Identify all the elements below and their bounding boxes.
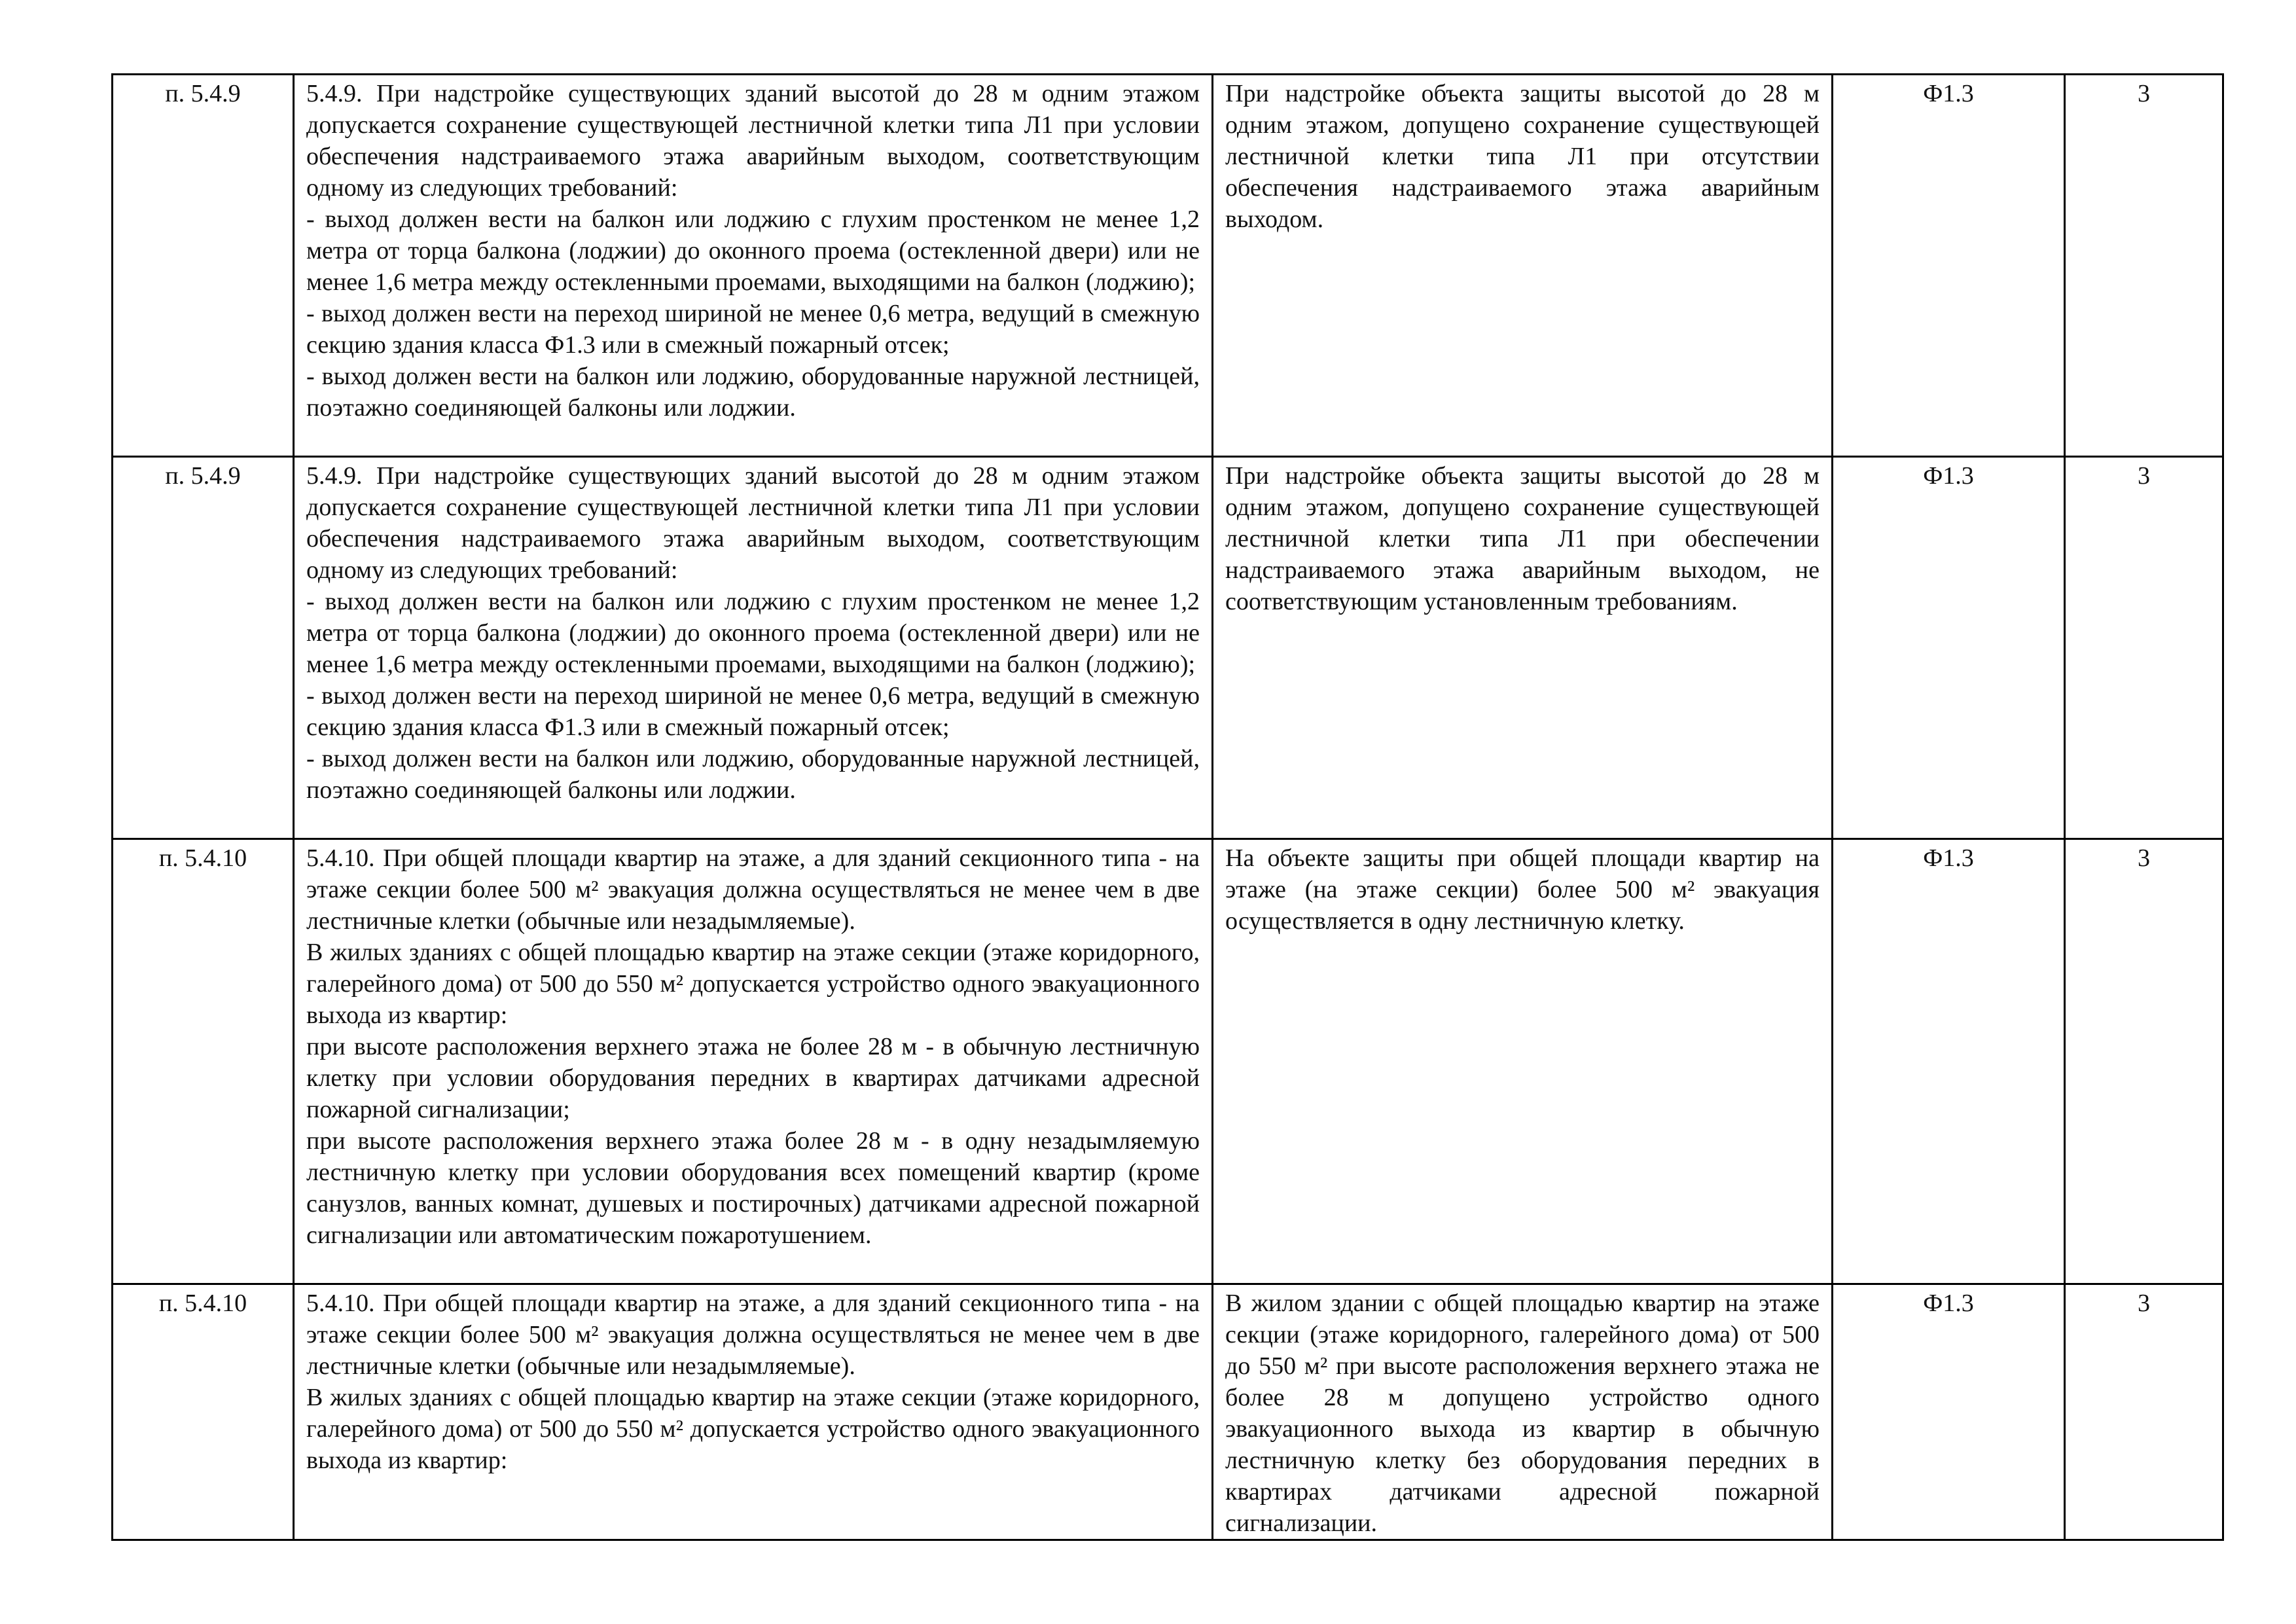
requirement-paragraph: - выход должен вести на переход шириной не менее 0,6 метра, ведущий в смежную секцию здания класса Ф1.3 или в смежный пожарный отсек;	[306, 682, 1200, 741]
violation-description	[1213, 1284, 1833, 1540]
requirement-paragraph: - выход должен вести на балкон или лоджию с глухим простенком не менее 1,2 метра от торца балкона (лоджии) до оконного проема (остекленной двери) или не менее 1,6 метра между остекленными проемами, выходящими на балкон (лоджию);	[306, 588, 1200, 678]
requirement-paragraph: 5.4.10. При общей площади квартир на этаже, а для зданий секционного типа - на этаже секции более 500 м² эвакуация должна осуществляться не менее чем в две лестничные клетки (обычные или незадымляемые).	[306, 844, 1200, 935]
clause-reference: п. 5.4.10	[113, 1284, 294, 1540]
requirement-paragraph: - выход должен вести на балкон или лоджию, оборудованные наружной лестницей, поэтажно соединяющей балконы или лоджии.	[306, 363, 1200, 422]
building-class: Ф1.3	[1833, 75, 2065, 457]
violation-description	[1213, 457, 1833, 839]
violation-text: При надстройке объекта защиты высотой до 28 м одним этажом, допущено сохранение существующей лестничной клетки типа Л1 при отсутствии обеспечения надстраиваемого этажа аварийным выходом.	[1225, 80, 1820, 233]
violation-text: При надстройке объекта защиты высотой до 28 м одним этажом, допущено сохранение существующей лестничной клетки типа Л1 при обеспечении надстраиваемого этажа аварийным выходом, не соответствующим установленным требованиям.	[1225, 462, 1820, 615]
category-value: 3	[2065, 75, 2223, 457]
category-value: 3	[2065, 457, 2223, 839]
clause-reference: п. 5.4.9	[113, 457, 294, 839]
table-row	[113, 1284, 2223, 1540]
table-row	[113, 457, 2223, 839]
requirement-text	[294, 839, 1213, 1284]
building-class: Ф1.3	[1833, 1284, 2065, 1540]
requirement-text	[294, 75, 1213, 457]
requirement-paragraph: - выход должен вести на переход шириной не менее 0,6 метра, ведущий в смежную секцию здания класса Ф1.3 или в смежный пожарный отсек;	[306, 300, 1200, 359]
requirement-paragraph: при высоте расположения верхнего этажа не более 28 м - в обычную лестничную клетку при условии оборудования передних в квартирах датчиками адресной пожарной сигнализации;	[306, 1033, 1200, 1123]
requirement-text	[294, 457, 1213, 839]
violation-text: В жилом здании с общей площадью квартир на этаже секции (этаже коридорного, галерейного дома) от 500 до 550 м² при высоте расположения верхнего этажа не более 28 м допущено устройство одного эвакуационного выхода из квартир в обычную лестничную клетку без оборудования передних в квартирах датчиками адресной пожарной сигнализации.	[1225, 1290, 1820, 1537]
clause-reference: п. 5.4.9	[113, 75, 294, 457]
building-class: Ф1.3	[1833, 457, 2065, 839]
requirement-paragraph: 5.4.10. При общей площади квартир на этаже, а для зданий секционного типа - на этаже секции более 500 м² эвакуация должна осуществляться не менее чем в две лестничные клетки (обычные или незадымляемые).	[306, 1290, 1200, 1380]
violation-description	[1213, 839, 1833, 1284]
requirement-paragraph: при высоте расположения верхнего этажа более 28 м - в одну незадымляемую лестничную клетку при условии оборудования всех помещений квартир (кроме санузлов, ванных комнат, душевых и постирочных) датчиками адресной пожарной сигнализации или автоматическим пожаротушением.	[306, 1127, 1200, 1249]
table-row	[113, 75, 2223, 457]
requirement-paragraph: В жилых зданиях с общей площадью квартир на этаже секции (этаже коридорного, галерейного дома) от 500 до 550 м² допускается устройство одного эвакуационного выхода из квартир:	[306, 1384, 1200, 1474]
category-value: 3	[2065, 1284, 2223, 1540]
requirement-paragraph: - выход должен вести на балкон или лоджию, оборудованные наружной лестницей, поэтажно соединяющей балконы или лоджии.	[306, 745, 1200, 804]
requirements-table	[111, 73, 2224, 1541]
violation-description	[1213, 75, 1833, 457]
violation-text: На объекте защиты при общей площади квартир на этаже (на этаже секции) более 500 м² эвакуация осуществляется в одну лестничную клетку.	[1225, 844, 1820, 935]
requirement-paragraph: В жилых зданиях с общей площадью квартир на этаже секции (этаже коридорного, галерейного дома) от 500 до 550 м² допускается устройство одного эвакуационного выхода из квартир:	[306, 939, 1200, 1029]
category-value: 3	[2065, 839, 2223, 1284]
clause-reference: п. 5.4.10	[113, 839, 294, 1284]
requirement-text	[294, 1284, 1213, 1540]
requirement-paragraph: - выход должен вести на балкон или лоджию с глухим простенком не менее 1,2 метра от торца балкона (лоджии) до оконного проема (остекленной двери) или не менее 1,6 метра между остекленными проемами, выходящими на балкон (лоджию);	[306, 206, 1200, 296]
requirement-paragraph: 5.4.9. При надстройке существующих зданий высотой до 28 м одним этажом допускается сохранение существующей лестничной клетки типа Л1 при условии обеспечения надстраиваемого этажа аварийным выходом, соответствующим одному из следующих требований:	[306, 80, 1200, 202]
building-class: Ф1.3	[1833, 839, 2065, 1284]
requirement-paragraph: 5.4.9. При надстройке существующих зданий высотой до 28 м одним этажом допускается сохранение существующей лестничной клетки типа Л1 при условии обеспечения надстраиваемого этажа аварийным выходом, соответствующим одному из следующих требований:	[306, 462, 1200, 584]
table-row	[113, 839, 2223, 1284]
